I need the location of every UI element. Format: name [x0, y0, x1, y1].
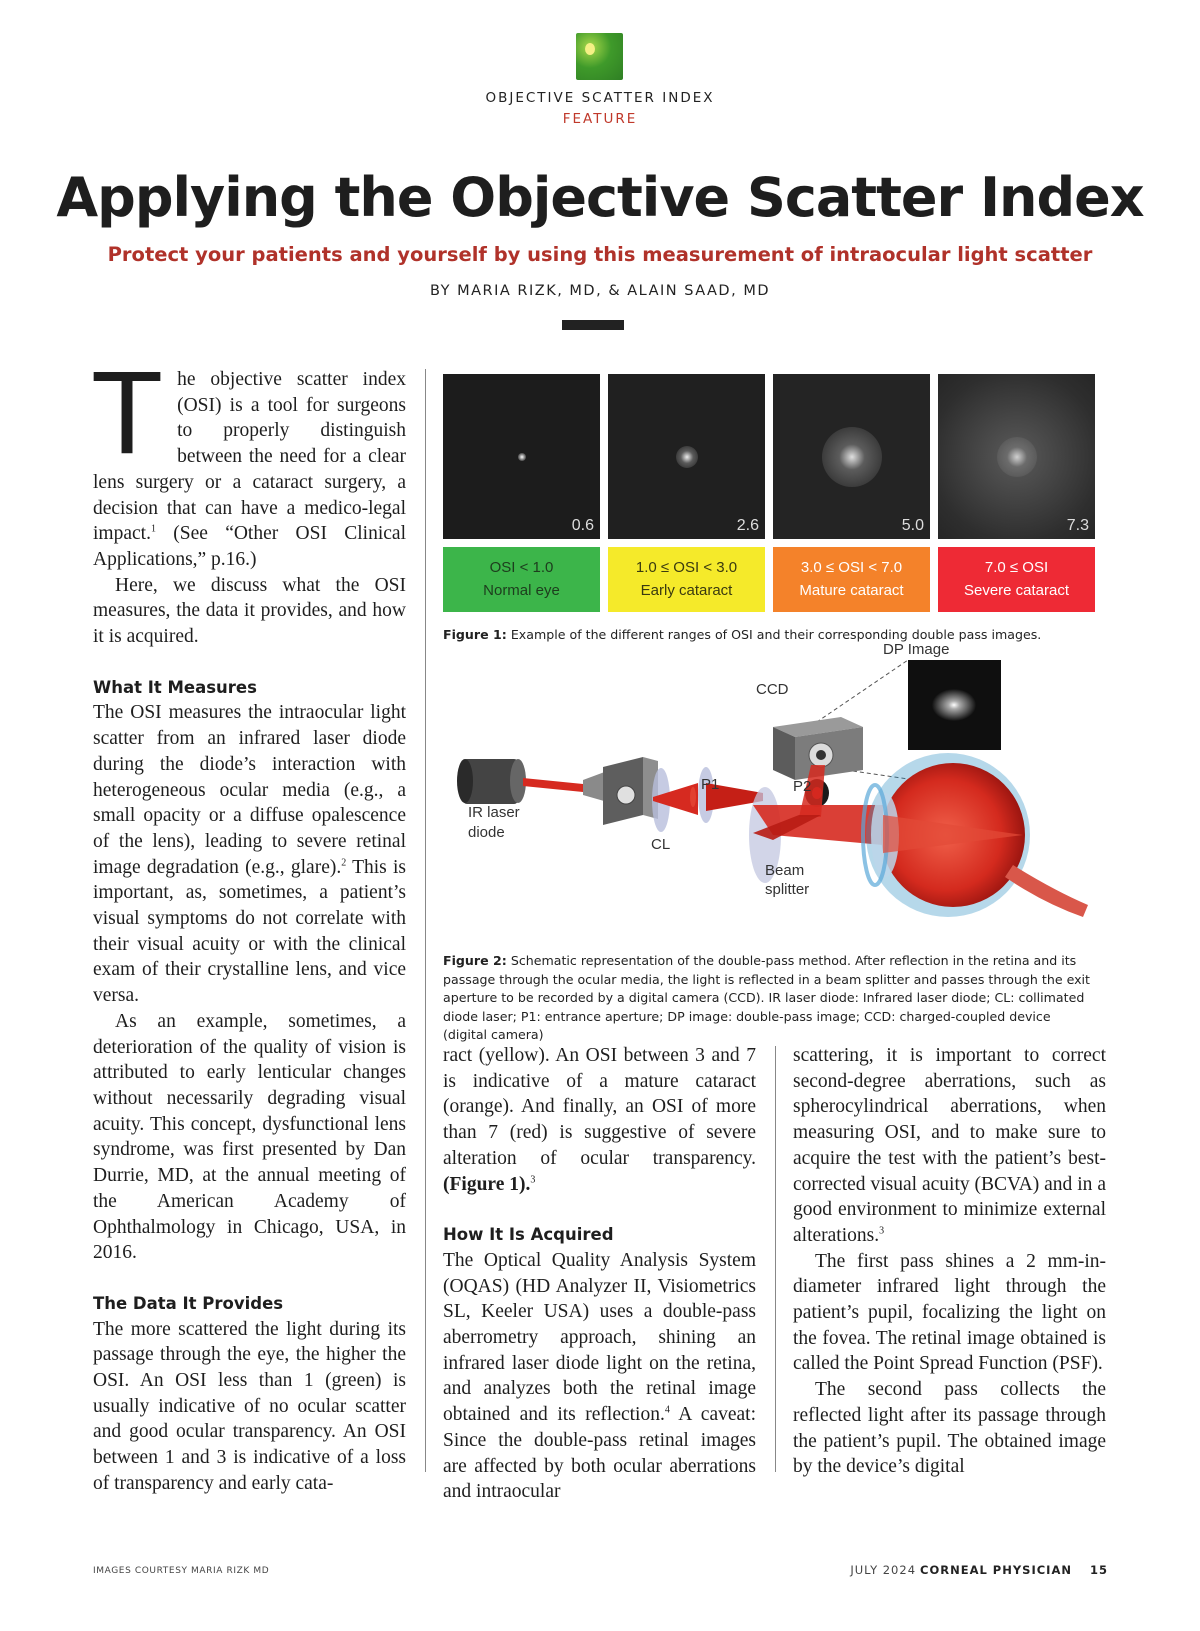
intro-paragraph: The objective scatter index (OSI) is a tool for surgeons to properly distinguish between the need for a clear lens surgery or a cataract surgery, a decision that can have a medico-legal impact.$^1$ (See “Other OSI Clinical Applications,” p.16.)	[91, 347, 406, 570]
double-pass-image	[443, 374, 600, 539]
subheading-what-it-measures: What It Measures	[93, 677, 257, 697]
page-footer	[850, 1563, 1108, 1577]
byline: BY MARIA RIZK, MD, & ALAIN SAAD, MD	[429, 283, 770, 299]
osi-value: 5.0	[901, 517, 924, 534]
label-dp-image: DP Image	[883, 641, 950, 658]
article-title: Applying the Objective Scatter Index	[56, 166, 1144, 229]
double-pass-image	[773, 374, 930, 539]
osi-value: 0.6	[571, 517, 594, 534]
osi-range-band: OSI < 1.0 Normal eye	[443, 547, 600, 612]
paragraph: The more scattered the light during its passage through the eye, the higher the OSI. An OSI less than 1 (green) is usually indicative of no ocular scatter and good ocular transparency. An OSI between 1 and 3 is indicative of a loss of transparency and early cata-	[93, 1318, 406, 1494]
label-beam: Beam	[765, 862, 805, 879]
article-subtitle: Protect your patients and yourself by using this measurement of intraocular light scatter	[107, 243, 1093, 266]
column-divider	[425, 369, 426, 1472]
column-3	[793, 1043, 1106, 1480]
column-divider	[775, 1046, 776, 1472]
paragraph: scattering, it is important to correct second-degree aberrations, such as spherocylindrical aberrations, when measuring OSI, and to make sure to acquire the test with the patient’s best-corrected visual acuity (BCVA) and in a good environment to minimize external alterations.$^3$	[793, 1045, 1106, 1246]
double-pass-image	[938, 374, 1095, 539]
double-pass-image	[608, 374, 765, 539]
paragraph: The first pass shines a 2 mm-in-diameter infrared light through the patient’s pupil, focalizing the light on the fovea. The retinal image obtained is called the Point Spread Function (PSF).	[793, 1250, 1106, 1375]
publication-name: CORNEAL PHYSICIAN	[920, 1563, 1072, 1577]
osi-range-band: 1.0 ≤ OSI < 3.0 Early cataract	[608, 547, 765, 612]
osi-value: 2.6	[736, 517, 759, 534]
paragraph: As an example, sometimes, a deterioration of the quality of vision is attributed to early lenticular changes without necessarily degrading visual acuity. This concept, dysfunctional lens syndrome, was first presented by Dan Durrie, MD, at the annual meeting of the American Academy of Ophthalmology in Chicago, USA, in 2016.	[93, 1010, 406, 1264]
label-beam-splitter: splitter	[765, 881, 810, 898]
figure-1-caption: Figure 1: Example of the different ranges of OSI and their corresponding double pass images.	[443, 627, 1042, 642]
label-cl: CL	[651, 836, 671, 853]
figure-2-diagram	[443, 641, 1095, 925]
label-ir-laser-diode: diode	[468, 824, 505, 841]
label-ccd: CCD	[756, 681, 789, 698]
osi-range-band: 7.0 ≤ OSI Severe cataract	[938, 547, 1095, 612]
paragraph: The second pass collects the reflected light after its passage through the patient’s pupil. The obtained image by the device’s digital	[793, 1379, 1106, 1478]
paragraph: The Optical Quality Analysis System (OQAS) (HD Analyzer II, Visiometrics SL, Keeler USA) uses a double-pass aberrometry approach, shining an infrared laser diode light on the retina, and analyzes both the retinal image obtained and its reflection.$^4$ A caveat: Since the double-pass retinal images are affected by both ocular aberrations and intraocular	[443, 1249, 756, 1503]
column-1	[91, 347, 406, 1497]
page-number: 15	[1089, 1563, 1108, 1577]
image-credit: IMAGES COURTESY MARIA RIZK MD	[93, 1566, 270, 1576]
label-p1: P1	[701, 776, 720, 793]
osi-range-band: 3.0 ≤ OSI < 7.0 Mature cataract	[773, 547, 930, 612]
label-ir-laser: IR laser	[468, 804, 520, 821]
drop-cap: T	[91, 347, 164, 479]
paragraph: ract (yellow). An OSI between 3 and 7 is indicative of a mature cataract (orange). And finally, an OSI of more than 7 (red) is suggestive of severe alteration of ocular transparency. (Figure 1).$^3$	[443, 1045, 756, 1195]
publication-logo	[576, 33, 623, 80]
column-2	[443, 1043, 756, 1505]
osi-value: 7.3	[1066, 517, 1089, 534]
section-label: FEATURE	[562, 111, 638, 127]
subheading-data-it-provides: The Data It Provides	[93, 1293, 284, 1313]
section-kicker: OBJECTIVE SCATTER INDEX	[485, 90, 715, 106]
issue-date: JULY 2024	[850, 1563, 917, 1577]
paragraph: The OSI measures the intraocular light scatter from an infrared laser diode during the diode’s interaction with heterogeneous ocular media (e.g., a small opacity or a diffuse opalescence of the lens), leading to severe retinal image degradation (e.g., glare).$^2$ This is important, as, sometimes, a patient’s visual symptoms do not correlate with their visual acuity or with the clinical exam of their crystalline lens, and vice versa.	[93, 702, 406, 1007]
label-p2: P2	[793, 778, 812, 795]
paragraph: Here, we discuss what the OSI measures, the data it provides, and how it is acquired.	[93, 574, 406, 648]
title-rule	[562, 320, 624, 330]
subheading-how-it-is-acquired: How It Is Acquired	[443, 1225, 614, 1245]
figure-2-caption: Figure 2: Schematic representation of the double-pass method. After reflection in the retina and its passage through the ocular media, the light is reflected in a beam splitter and passes through the exit aperture to be recorded by a digital camera (CCD). IR laser diode: Infrared laser diode; CL: collimated diode laser; P1: entrance aperture; DP image: double-pass image; CCD: charged-coupled device (digital camera)	[443, 953, 1090, 1042]
